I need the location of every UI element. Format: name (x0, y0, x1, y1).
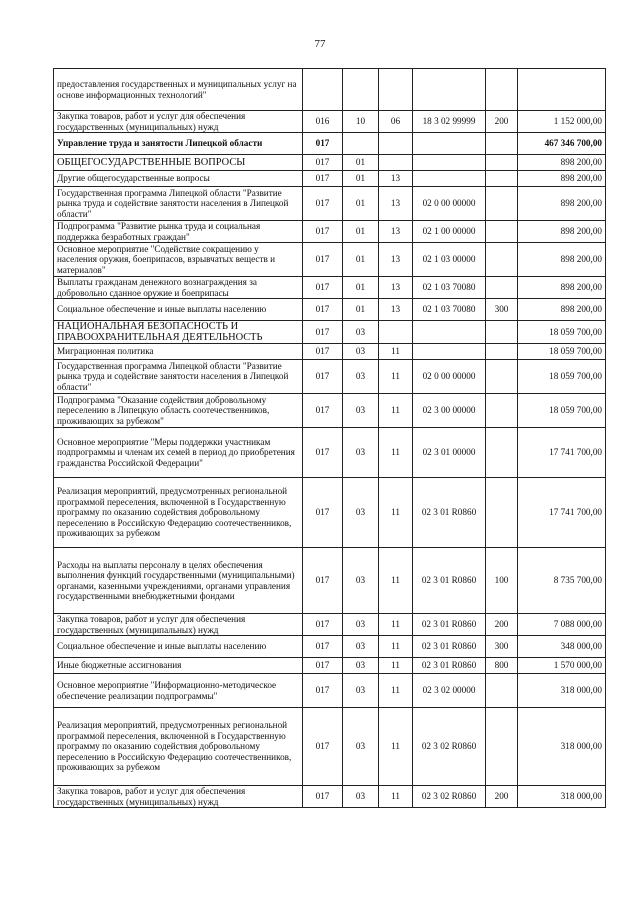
section-code-cell: 03 (343, 636, 379, 658)
section-code-cell: 01 (343, 187, 379, 221)
target-article-code-cell: 02 3 02 R0860 (413, 708, 486, 786)
table-row (54, 299, 606, 321)
row-name-cell: Основное мероприятие "Содействие сокращению у населения оружия, боеприпасов, взрывчатых веществ и материалов" (54, 243, 303, 277)
subsection-code-cell: 11 (379, 548, 413, 614)
amount-cell: 898 200,00 (518, 171, 606, 187)
row-name-cell: Другие общегосударственные вопросы (54, 171, 303, 187)
grbs-code-cell: 017 (303, 428, 343, 478)
grbs-code-cell: 017 (303, 674, 343, 708)
expense-type-code-cell (486, 133, 518, 155)
table-row (54, 614, 606, 636)
row-name-cell: Выплаты гражданам денежного вознаграждения за добровольно сданное оружие и боеприпасы (54, 277, 303, 299)
expense-type-code-cell: 800 (486, 658, 518, 674)
section-code-cell: 03 (343, 360, 379, 394)
section-code-cell: 01 (343, 155, 379, 171)
grbs-code-cell: 017 (303, 360, 343, 394)
expense-type-code-cell (486, 155, 518, 171)
subsection-code-cell: 11 (379, 636, 413, 658)
amount-cell: 18 059 700,00 (518, 344, 606, 360)
target-article-code-cell (413, 133, 486, 155)
table-row (54, 360, 606, 394)
section-code-cell: 03 (343, 786, 379, 808)
row-name-cell: Реализация мероприятий, предусмотренных региональной программой переселения, включенной в Государственную программу по оказанию содействия добровольному переселению в Российскую Федерацию соотечественников, проживающих за рубежом (54, 478, 303, 548)
grbs-code-cell: 017 (303, 658, 343, 674)
target-article-code-cell (413, 344, 486, 360)
table-row (54, 133, 606, 155)
target-article-code-cell: 02 0 00 00000 (413, 187, 486, 221)
row-name-cell: Государственная программа Липецкой области "Развитие рынка труда и содействие занятости населения в Липецкой области" (54, 187, 303, 221)
table-row (54, 171, 606, 187)
target-article-code-cell: 18 3 02 99999 (413, 111, 486, 133)
target-article-code-cell: 02 1 03 70080 (413, 299, 486, 321)
section-code-cell: 01 (343, 221, 379, 243)
grbs-code-cell: 017 (303, 321, 343, 344)
grbs-code-cell: 017 (303, 243, 343, 277)
subsection-code-cell: 13 (379, 171, 413, 187)
target-article-code-cell: 02 3 02 00000 (413, 674, 486, 708)
grbs-code-cell: 017 (303, 786, 343, 808)
grbs-code-cell: 017 (303, 171, 343, 187)
section-code-cell: 03 (343, 394, 379, 428)
subsection-code-cell: 13 (379, 277, 413, 299)
amount-cell: 1 152 000,00 (518, 111, 606, 133)
subsection-code-cell: 11 (379, 786, 413, 808)
section-code-cell: 03 (343, 708, 379, 786)
amount-cell: 18 059 700,00 (518, 321, 606, 344)
subsection-code-cell: 11 (379, 674, 413, 708)
table-row (54, 548, 606, 614)
expense-type-code-cell (486, 321, 518, 344)
amount-cell: 7 088 000,00 (518, 614, 606, 636)
row-name-cell: Подпрограмма "Оказание содействия добровольному переселению в Липецкую область соотечественников, проживающих за рубежом" (54, 394, 303, 428)
target-article-code-cell: 02 3 01 R0860 (413, 614, 486, 636)
table-row (54, 658, 606, 674)
expense-type-code-cell: 200 (486, 786, 518, 808)
expense-type-code-cell (486, 394, 518, 428)
subsection-code-cell: 11 (379, 658, 413, 674)
section-code-cell: 01 (343, 243, 379, 277)
table-row (54, 428, 606, 478)
amount-cell: 17 741 700,00 (518, 478, 606, 548)
amount-cell: 18 059 700,00 (518, 360, 606, 394)
expense-type-code-cell: 200 (486, 111, 518, 133)
expense-type-code-cell (486, 69, 518, 111)
section-code-cell: 03 (343, 658, 379, 674)
row-name-cell: Государственная программа Липецкой области "Развитие рынка труда и содействие занятости населения в Липецкой области" (54, 360, 303, 394)
expense-type-code-cell (486, 344, 518, 360)
row-name-cell: Миграционная политика (54, 344, 303, 360)
target-article-code-cell: 02 1 03 00000 (413, 243, 486, 277)
subsection-code-cell: 11 (379, 360, 413, 394)
amount-cell: 318 000,00 (518, 674, 606, 708)
amount-cell: 8 735 700,00 (518, 548, 606, 614)
table-row (54, 636, 606, 658)
target-article-code-cell (413, 155, 486, 171)
table-row (54, 674, 606, 708)
amount-cell: 318 000,00 (518, 786, 606, 808)
amount-cell: 467 346 700,00 (518, 133, 606, 155)
row-name-cell: Реализация мероприятий, предусмотренных региональной программой переселения, включенной в Государственную программу по оказанию содействия добровольному переселению в Российскую Федерацию соотечественников, проживающих за рубежом (54, 708, 303, 786)
amount-cell: 18 059 700,00 (518, 394, 606, 428)
target-article-code-cell: 02 1 00 00000 (413, 221, 486, 243)
section-code-cell: 03 (343, 428, 379, 478)
table-row (54, 478, 606, 548)
expense-type-code-cell: 100 (486, 548, 518, 614)
grbs-code-cell: 017 (303, 708, 343, 786)
amount-cell: 1 570 000,00 (518, 658, 606, 674)
target-article-code-cell: 02 1 03 70080 (413, 277, 486, 299)
expense-type-code-cell (486, 187, 518, 221)
section-code-cell: 03 (343, 614, 379, 636)
subsection-code-cell: 11 (379, 344, 413, 360)
target-article-code-cell (413, 69, 486, 111)
row-name-cell: Социальное обеспечение и иные выплаты населению (54, 299, 303, 321)
target-article-code-cell: 02 3 00 00000 (413, 394, 486, 428)
expense-type-code-cell (486, 277, 518, 299)
section-code-cell: 01 (343, 299, 379, 321)
section-code-cell: 03 (343, 674, 379, 708)
expense-type-code-cell (486, 243, 518, 277)
row-name-cell: Основное мероприятие "Информационно-методическое обеспечение реализации подпрограммы" (54, 674, 303, 708)
expense-type-code-cell (486, 674, 518, 708)
table-row (54, 69, 606, 111)
expense-type-code-cell: 300 (486, 636, 518, 658)
subsection-code-cell: 11 (379, 428, 413, 478)
row-name-cell: Закупка товаров, работ и услуг для обеспечения государственных (муниципальных) нужд (54, 786, 303, 808)
target-article-code-cell: 02 3 01 R0860 (413, 478, 486, 548)
table-row (54, 344, 606, 360)
target-article-code-cell: 02 3 01 00000 (413, 428, 486, 478)
grbs-code-cell: 017 (303, 277, 343, 299)
grbs-code-cell (303, 69, 343, 111)
grbs-code-cell: 017 (303, 299, 343, 321)
table-row (54, 708, 606, 786)
row-name-cell: Закупка товаров, работ и услуг для обеспечения государственных (муниципальных) нужд (54, 111, 303, 133)
expense-type-code-cell: 300 (486, 299, 518, 321)
amount-cell: 898 200,00 (518, 299, 606, 321)
section-code-cell: 03 (343, 478, 379, 548)
grbs-code-cell: 017 (303, 187, 343, 221)
target-article-code-cell: 02 3 01 R0860 (413, 548, 486, 614)
table-row (54, 187, 606, 221)
expense-type-code-cell (486, 708, 518, 786)
row-name-cell: Основное мероприятие "Меры поддержки участникам подпрограммы и членам их семей в период до приобретения гражданства Российской Федерации" (54, 428, 303, 478)
subsection-code-cell (379, 133, 413, 155)
table-row (54, 321, 606, 344)
section-code-cell: 01 (343, 171, 379, 187)
subsection-code-cell: 13 (379, 187, 413, 221)
expense-type-code-cell (486, 221, 518, 243)
table-row (54, 243, 606, 277)
section-code-cell: 01 (343, 277, 379, 299)
row-name-cell: Иные бюджетные ассигнования (54, 658, 303, 674)
subsection-code-cell: 11 (379, 394, 413, 428)
table-row (54, 277, 606, 299)
expense-type-code-cell (486, 171, 518, 187)
subsection-code-cell (379, 155, 413, 171)
subsection-code-cell: 13 (379, 243, 413, 277)
row-name-cell: Социальное обеспечение и иные выплаты населению (54, 636, 303, 658)
subsection-code-cell: 06 (379, 111, 413, 133)
row-name-cell: Расходы на выплаты персоналу в целях обеспечения выполнения функций государственными (муниципальными) органами, казенными учреждениями, органами управления государственными внебюджетными фондами (54, 548, 303, 614)
section-code-cell (343, 133, 379, 155)
subsection-code-cell: 13 (379, 221, 413, 243)
amount-cell: 348 000,00 (518, 636, 606, 658)
amount-cell: 898 200,00 (518, 155, 606, 171)
page-number: 77 (314, 38, 326, 50)
row-name-cell: Закупка товаров, работ и услуг для обеспечения государственных (муниципальных) нужд (54, 614, 303, 636)
amount-cell: 898 200,00 (518, 243, 606, 277)
table-row (54, 786, 606, 808)
amount-cell: 898 200,00 (518, 187, 606, 221)
grbs-code-cell: 017 (303, 636, 343, 658)
grbs-code-cell: 017 (303, 344, 343, 360)
grbs-code-cell: 017 (303, 133, 343, 155)
amount-cell: 17 741 700,00 (518, 428, 606, 478)
subsection-code-cell: 11 (379, 708, 413, 786)
grbs-code-cell: 017 (303, 394, 343, 428)
table-row (54, 221, 606, 243)
grbs-code-cell: 017 (303, 221, 343, 243)
row-name-cell: НАЦИОНАЛЬНАЯ БЕЗОПАСНОСТЬ И ПРАВООХРАНИТЕЛЬНАЯ ДЕЯТЕЛЬНОСТЬ (54, 321, 303, 344)
subsection-code-cell (379, 69, 413, 111)
grbs-code-cell: 017 (303, 155, 343, 171)
target-article-code-cell (413, 321, 486, 344)
grbs-code-cell: 017 (303, 548, 343, 614)
amount-cell (518, 69, 606, 111)
section-code-cell: 03 (343, 548, 379, 614)
target-article-code-cell: 02 3 02 R0860 (413, 786, 486, 808)
subsection-code-cell: 11 (379, 614, 413, 636)
section-code-cell: 03 (343, 321, 379, 344)
expense-type-code-cell (486, 428, 518, 478)
expense-type-code-cell (486, 360, 518, 394)
grbs-code-cell: 017 (303, 478, 343, 548)
section-code-cell: 10 (343, 111, 379, 133)
row-name-cell: Подпрограмма "Развитие рынка труда и социальная поддержка безработных граждан" (54, 221, 303, 243)
section-code-cell (343, 69, 379, 111)
table-row (54, 394, 606, 428)
expense-type-code-cell: 200 (486, 614, 518, 636)
row-name-cell: ОБЩЕГОСУДАРСТВЕННЫЕ ВОПРОСЫ (54, 155, 303, 171)
target-article-code-cell (413, 171, 486, 187)
amount-cell: 898 200,00 (518, 277, 606, 299)
amount-cell: 318 000,00 (518, 708, 606, 786)
row-name-cell: Управление труда и занятости Липецкой области (54, 133, 303, 155)
subsection-code-cell: 13 (379, 299, 413, 321)
table-row (54, 111, 606, 133)
subsection-code-cell: 11 (379, 478, 413, 548)
target-article-code-cell: 02 3 01 R0860 (413, 658, 486, 674)
target-article-code-cell: 02 0 00 00000 (413, 360, 486, 394)
budget-table (53, 68, 606, 808)
grbs-code-cell: 017 (303, 614, 343, 636)
section-code-cell: 03 (343, 344, 379, 360)
grbs-code-cell: 016 (303, 111, 343, 133)
amount-cell: 898 200,00 (518, 221, 606, 243)
row-name-cell: предоставления государственных и муниципальных услуг на основе информационных технологий" (54, 69, 303, 111)
target-article-code-cell: 02 3 01 R0860 (413, 636, 486, 658)
table-row (54, 155, 606, 171)
expense-type-code-cell (486, 478, 518, 548)
subsection-code-cell (379, 321, 413, 344)
